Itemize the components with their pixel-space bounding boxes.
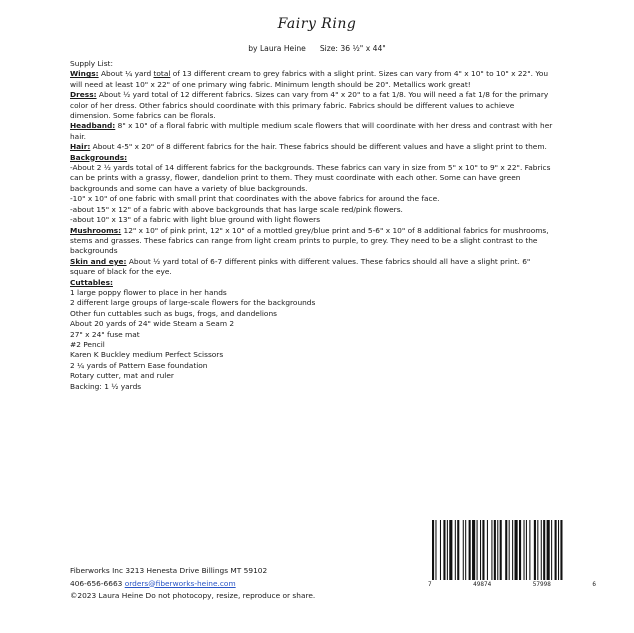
barcode xyxy=(424,520,604,590)
mushrooms-section xyxy=(70,226,556,257)
barcode-bar xyxy=(457,520,459,580)
pattern-title: Fairy Ring xyxy=(277,16,357,32)
barcode-bar xyxy=(449,520,452,580)
publisher-info xyxy=(70,565,410,603)
list-item: Other fun cuttables such as bugs, frogs, and dandelions xyxy=(70,308,277,318)
list-item: 1 large poppy flower to place in her hands xyxy=(70,287,227,297)
list-item: #2 Pencil xyxy=(70,339,105,349)
list-item: About 20 yards of 24" wide Steam a Seam 2 xyxy=(70,319,235,329)
barcode-bar xyxy=(435,520,436,580)
wings-label: Wings: xyxy=(70,69,99,79)
barcode-bar xyxy=(529,520,530,580)
barcode-bar xyxy=(534,520,536,580)
headband-label: Headband: xyxy=(70,121,116,131)
headband-text: 8" x 10" of a floral fabric with multiple medium scale flowers that will coordinate with her dress and contrast with her hair. xyxy=(70,121,553,141)
wings-total: total xyxy=(153,69,171,79)
barcode-digit: 6 xyxy=(592,581,596,588)
backgrounds-section xyxy=(70,153,556,163)
barcode-bar xyxy=(558,520,559,580)
list-item: 2 ¼ yards of Pattern Ease foundation xyxy=(70,360,208,370)
barcode-bar xyxy=(482,520,484,580)
finished-size: Size: 36 ½" x 44" xyxy=(319,44,386,53)
barcode-bar xyxy=(491,520,492,580)
barcode-bar xyxy=(465,520,466,580)
barcode-bar xyxy=(515,520,518,580)
barcode-bar xyxy=(447,520,448,580)
barcode-bar xyxy=(469,520,471,580)
barcode-bar xyxy=(524,520,525,580)
supply-list-heading: Supply List: xyxy=(70,59,113,68)
backgrounds-line: -about 15" x 12" of a fabric with above backgrounds that has large scale red/pink flowers. xyxy=(70,204,403,214)
hair-label: Hair: xyxy=(70,142,91,152)
barcode-bar xyxy=(443,520,445,580)
dress-label: Dress: xyxy=(70,90,97,100)
backgrounds-line: -about 10" x 13" of a fabric with light blue ground with light flowers xyxy=(70,215,321,225)
barcode-bar xyxy=(555,520,557,580)
list-item: Rotary cutter, mat and ruler xyxy=(70,371,174,381)
backgrounds-label: Backgrounds: xyxy=(70,152,128,162)
barcode-bar xyxy=(463,520,464,580)
barcode-bar xyxy=(472,520,475,580)
mushrooms-text: 12" x 10" of pink print, 12" x 10" of a mottled grey/blue print and 5-6" x 10" of 8 additional fabrics for mushrooms, stems and grasses. These fabrics can range from light cream prints to purple, to grey. They need to be a slight contrast to the backgrounds xyxy=(70,225,549,256)
backgrounds-line: -About 2 ½ yards total of 14 different fabrics for the backgrounds. These fabrics can vary in size from 5" x 10" to 9" x 22". Fabrics can be prints with a grassy, flower, dandelion print to them. They must coordinate with each other. Some can have green backgrounds and some can have a variety of blue backgrounds. xyxy=(70,163,551,193)
barcode-bar xyxy=(455,520,456,580)
skin-text: About ½ yard total of 6-7 different pinks with different values. These fabrics should all have a slight print. 6" square of black for the eye. xyxy=(70,256,531,277)
headband-section xyxy=(70,121,556,142)
barcode-bar xyxy=(512,520,513,580)
cuttables-label: Cuttables: xyxy=(70,277,113,287)
wings-text: About ¼ yard xyxy=(98,69,154,79)
supply-list xyxy=(70,59,556,392)
mushrooms-label: Mushrooms: xyxy=(70,225,122,235)
barcode-bar xyxy=(537,520,538,580)
barcode-bar xyxy=(547,520,550,580)
barcode-digits xyxy=(424,581,604,588)
list-item: Karen K Buckley medium Perfect Scissors xyxy=(70,350,224,360)
hair-section xyxy=(70,142,556,152)
barcode-bar xyxy=(543,520,545,580)
wings-section xyxy=(70,69,556,90)
author: by Laura Heine xyxy=(248,44,306,53)
barcode-digit: 57998 xyxy=(532,581,551,588)
barcode-bar xyxy=(494,520,496,580)
barcode-bars xyxy=(424,520,604,582)
barcode-bar xyxy=(477,520,478,580)
barcode-bar xyxy=(505,520,507,580)
barcode-bar xyxy=(440,520,441,580)
barcode-bar xyxy=(497,520,498,580)
list-item: 27" x 24" fuse mat xyxy=(70,329,140,339)
barcode-bar xyxy=(480,520,481,580)
dress-section xyxy=(70,90,556,121)
barcode-bar xyxy=(487,520,488,580)
list-item: Backing: 1 ½ yards xyxy=(70,381,142,391)
company-address: Fiberworks Inc 3213 Henesta Drive Billings MT 59102 xyxy=(70,566,268,575)
phone-number: 406-656-6663 xyxy=(70,578,123,588)
hair-text: About 4-5" x 20" of 8 different fabrics for the hair. These fabrics should be different values and have a slight print to them. xyxy=(90,142,547,152)
barcode-digit: 7 xyxy=(428,581,432,588)
barcode-bar xyxy=(560,520,562,580)
email-link[interactable]: orders@fiberworks-heine.com xyxy=(124,578,236,588)
barcode-bar xyxy=(500,520,502,580)
barcode-bar xyxy=(519,520,521,580)
byline xyxy=(0,44,634,53)
contact-line xyxy=(70,578,410,591)
copyright-notice: ©2023 Laura Heine Do not photocopy, resize, reproduce or share. xyxy=(70,591,316,600)
barcode-bar xyxy=(509,520,510,580)
barcode-bar xyxy=(551,520,552,580)
barcode-digit: 49874 xyxy=(473,581,492,588)
barcode-bar xyxy=(541,520,542,580)
list-item: 2 different large groups of large-scale flowers for the backgrounds xyxy=(70,298,316,308)
cuttables-section xyxy=(70,278,556,288)
backgrounds-line: -10" x 10" of one fabric with small print that coordinates with the above fabrics for around the face. xyxy=(70,194,440,204)
wings-text-cont: of 13 different cream to grey fabrics with a slight print. Sizes can vary from 4" x 10" to 10" x 22". You will need at least 10" x 22" of one primary wing fabric. Minimum length should be 20". Metallics work great! xyxy=(70,69,549,89)
skin-label: Skin and eye: xyxy=(70,256,127,266)
dress-text: About ½ yard total of 12 different fabrics. Sizes can vary from 4" x 20" to a fat 1/8. You will need a fat 1/8 for the primary color of her dress. Other fabrics should coordinate with this primary fabric. Fabrics should be different values to achieve dimension. Some fabrics can be florals. xyxy=(70,90,549,121)
barcode-bar xyxy=(526,520,527,580)
barcode-bar xyxy=(432,520,434,580)
skin-section xyxy=(70,257,556,278)
